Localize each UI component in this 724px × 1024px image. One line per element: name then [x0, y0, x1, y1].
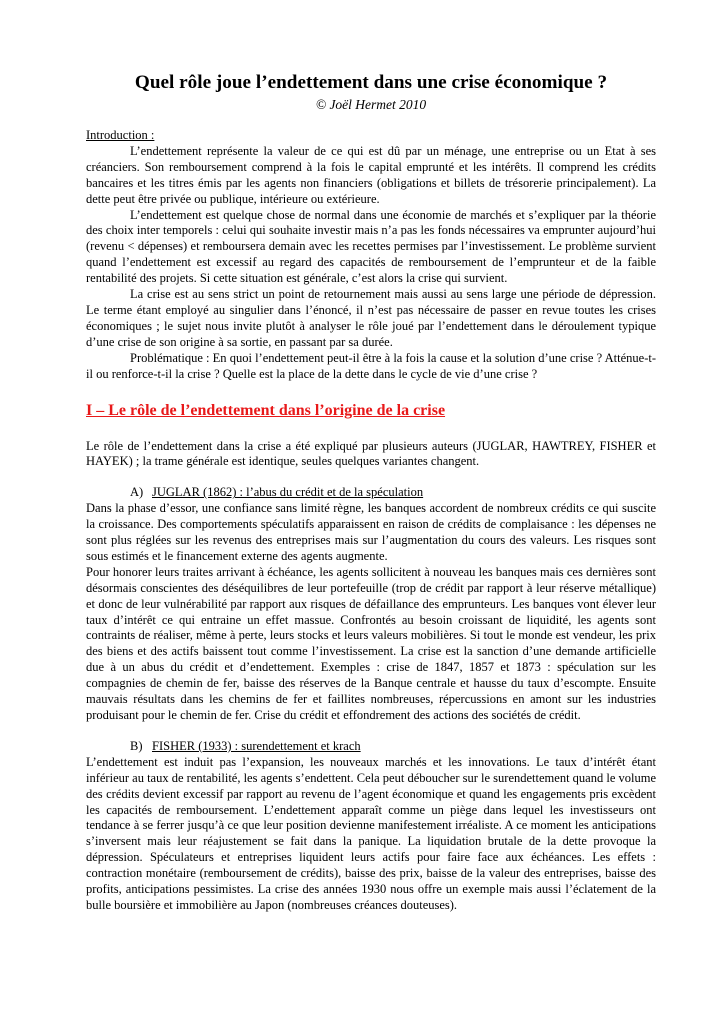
section-intro-paragraph: Le rôle de l’endettement dans la crise a été expliqué par plusieurs auteurs (JUGLAR, HAWTREY, FISHER et HAYEK) ; la trame générale est identique, seules quelques variantes changent.	[86, 438, 656, 469]
subsection-paragraph: L’endettement est induit pas l’expansion, les nouveaux marchés et les innovations. Le taux d’intérêt étant inférieur au taux de rentabilité, les agents s’endettent. Cela peut déboucher sur le surendettement quand le volume des crédits devient excessif par rapport au revenu de l’agent économique et quand les engagements pris excèdent les capacités de remboursement. L’endettement apparaît comme un piège dans lequel les investisseurs ont tendance à se ferrer jusqu’à ce que leur position devienne manifestement irréaliste. A ce moment les anticipations s’inversent mais leur réajustement se fait dans la panique. La liquidation brutale de la dette provoque la dépression. Spéculateurs et entreprises liquident leurs actifs pour faire face aux échéances. Les effets : contraction monétaire (remboursement de crédits), baisse des prix, baisse de la valeur des entreprises, baisse des profits, anticipations pessimistes. La crise des années 1930 nous offre un exemple mais aussi l’éclatement de la bulle boursière et immobilière au Japon (nombreuses créances douteuses).	[86, 754, 656, 912]
subsection-paragraph: Dans la phase d’essor, une confiance sans limité règne, les banques accordent de nombreux crédits ce qui suscite la croissance. Des comportements spéculatifs apparaissent en raison de crédits de complaisance : les dépenses ne sont plus réglées sur les revenus des entreprises mais sur l’augmentation du cours des valeurs. Les risques sont sous estimés et le financement externe des agents augmente.	[86, 501, 656, 563]
section-heading: I – Le rôle de l’endettement dans l’origine de la crise	[86, 401, 446, 419]
author-line: © Joël Hermet 2010	[315, 97, 427, 112]
subsection-title: FISHER (1933) : surendettement et krach	[152, 738, 361, 753]
introduction-paragraph: L’endettement représente la valeur de ce qui est dû par un ménage, une entreprise ou un Etat à ses créanciers. Son remboursement comprend à la fois le capital emprunté et les intérêts. Il comprend les crédits bancaires et les titres émis par les agents non financiers (obligations et billets de trésorerie principalement). La dette peut être privée ou publique, intérieure ou extérieure.	[86, 143, 656, 206]
problematique-paragraph: Problématique : En quoi l’endettement peut-il être à la fois la cause et la solution d’une crise ? Atténue-t-il ou renforce-t-il la crise ? Quelle est la place de la dette dans le cycle de vie d’une crise ?	[86, 350, 656, 381]
subsection-paragraph: Pour honorer leurs traites arrivant à échéance, les agents sollicitent à nouveau les banques mais ces dernières sont désormais conscientes des déséquilibres de leur portefeuille (trop de crédit par rapport à leur réserve métallique) et donc de leur vulnérabilité par rapport aux risques de défaillance des emprunteurs. Les banques vont élever leur taux d’intérêt ce qui entraine un effet massue. Confrontés au besoin croissant de liquidité, les agents sont contraints de réaliser, même à perte, leurs stocks et leurs valeurs mobilières. Si tout le monde est vendeur, les prix des biens et des actifs baissent tout comme l’investissement. La crise est la sanction d’une demande artificielle due à un abus du crédit et d’endettement. Exemples : crise de 1847, 1857 et 1873 : spéculation sur les compagnies de chemin de fer, baisse des réserves de la Banque centrale et hausse du taux d’escompte. Ensuite mauvais résultats dans les chemins de fer et faillites nombreuses, répercussions en amont sur les industries produisant pour le chemin de fer. Crise du crédit et effondrement des actions des sociétés de crédit.	[86, 564, 656, 722]
subsection-letter: A)	[130, 485, 144, 500]
subsection-heading-a	[86, 485, 656, 501]
introduction-label: Introduction :	[86, 128, 155, 142]
introduction-paragraph: L’endettement est quelque chose de normal dans une économie de marchés et s’expliquer par la théorie des choix inter temporels : celui qui souhaite investir mais n’a pas les fonds nécessaires va emprunter aujourd’hui (revenu < dépenses) et remboursera demain avec les recettes permises par l’investissement. Le problème survient quand l’endettement est excessif au regard des capacités de remboursement de l’emprunteur et de la faible rentabilité des projets. Si cette situation est générale, c’est alors la crise qui survient.	[86, 207, 656, 286]
introduction-paragraph: La crise est au sens strict un point de retournement mais aussi au sens large une période de dépression. Le terme étant employé au singulier dans l’énoncé, il n’est pas nécessaire de passer en revue toutes les crises économiques ; le sujet nous invite plutôt à analyser le rôle joué par l’endettement dans le déroulement typique d’une crise de son origine à sa sortie, en passant par sa durée.	[86, 287, 656, 349]
document-body	[86, 0, 656, 914]
subsection-letter: B)	[130, 738, 143, 753]
subsection-heading-b	[86, 739, 656, 755]
page-title: Quel rôle joue l’endettement dans une crise économique ?	[134, 72, 608, 93]
subsection-title: JUGLAR (1862) : l’abus du crédit et de la spéculation	[152, 485, 424, 500]
